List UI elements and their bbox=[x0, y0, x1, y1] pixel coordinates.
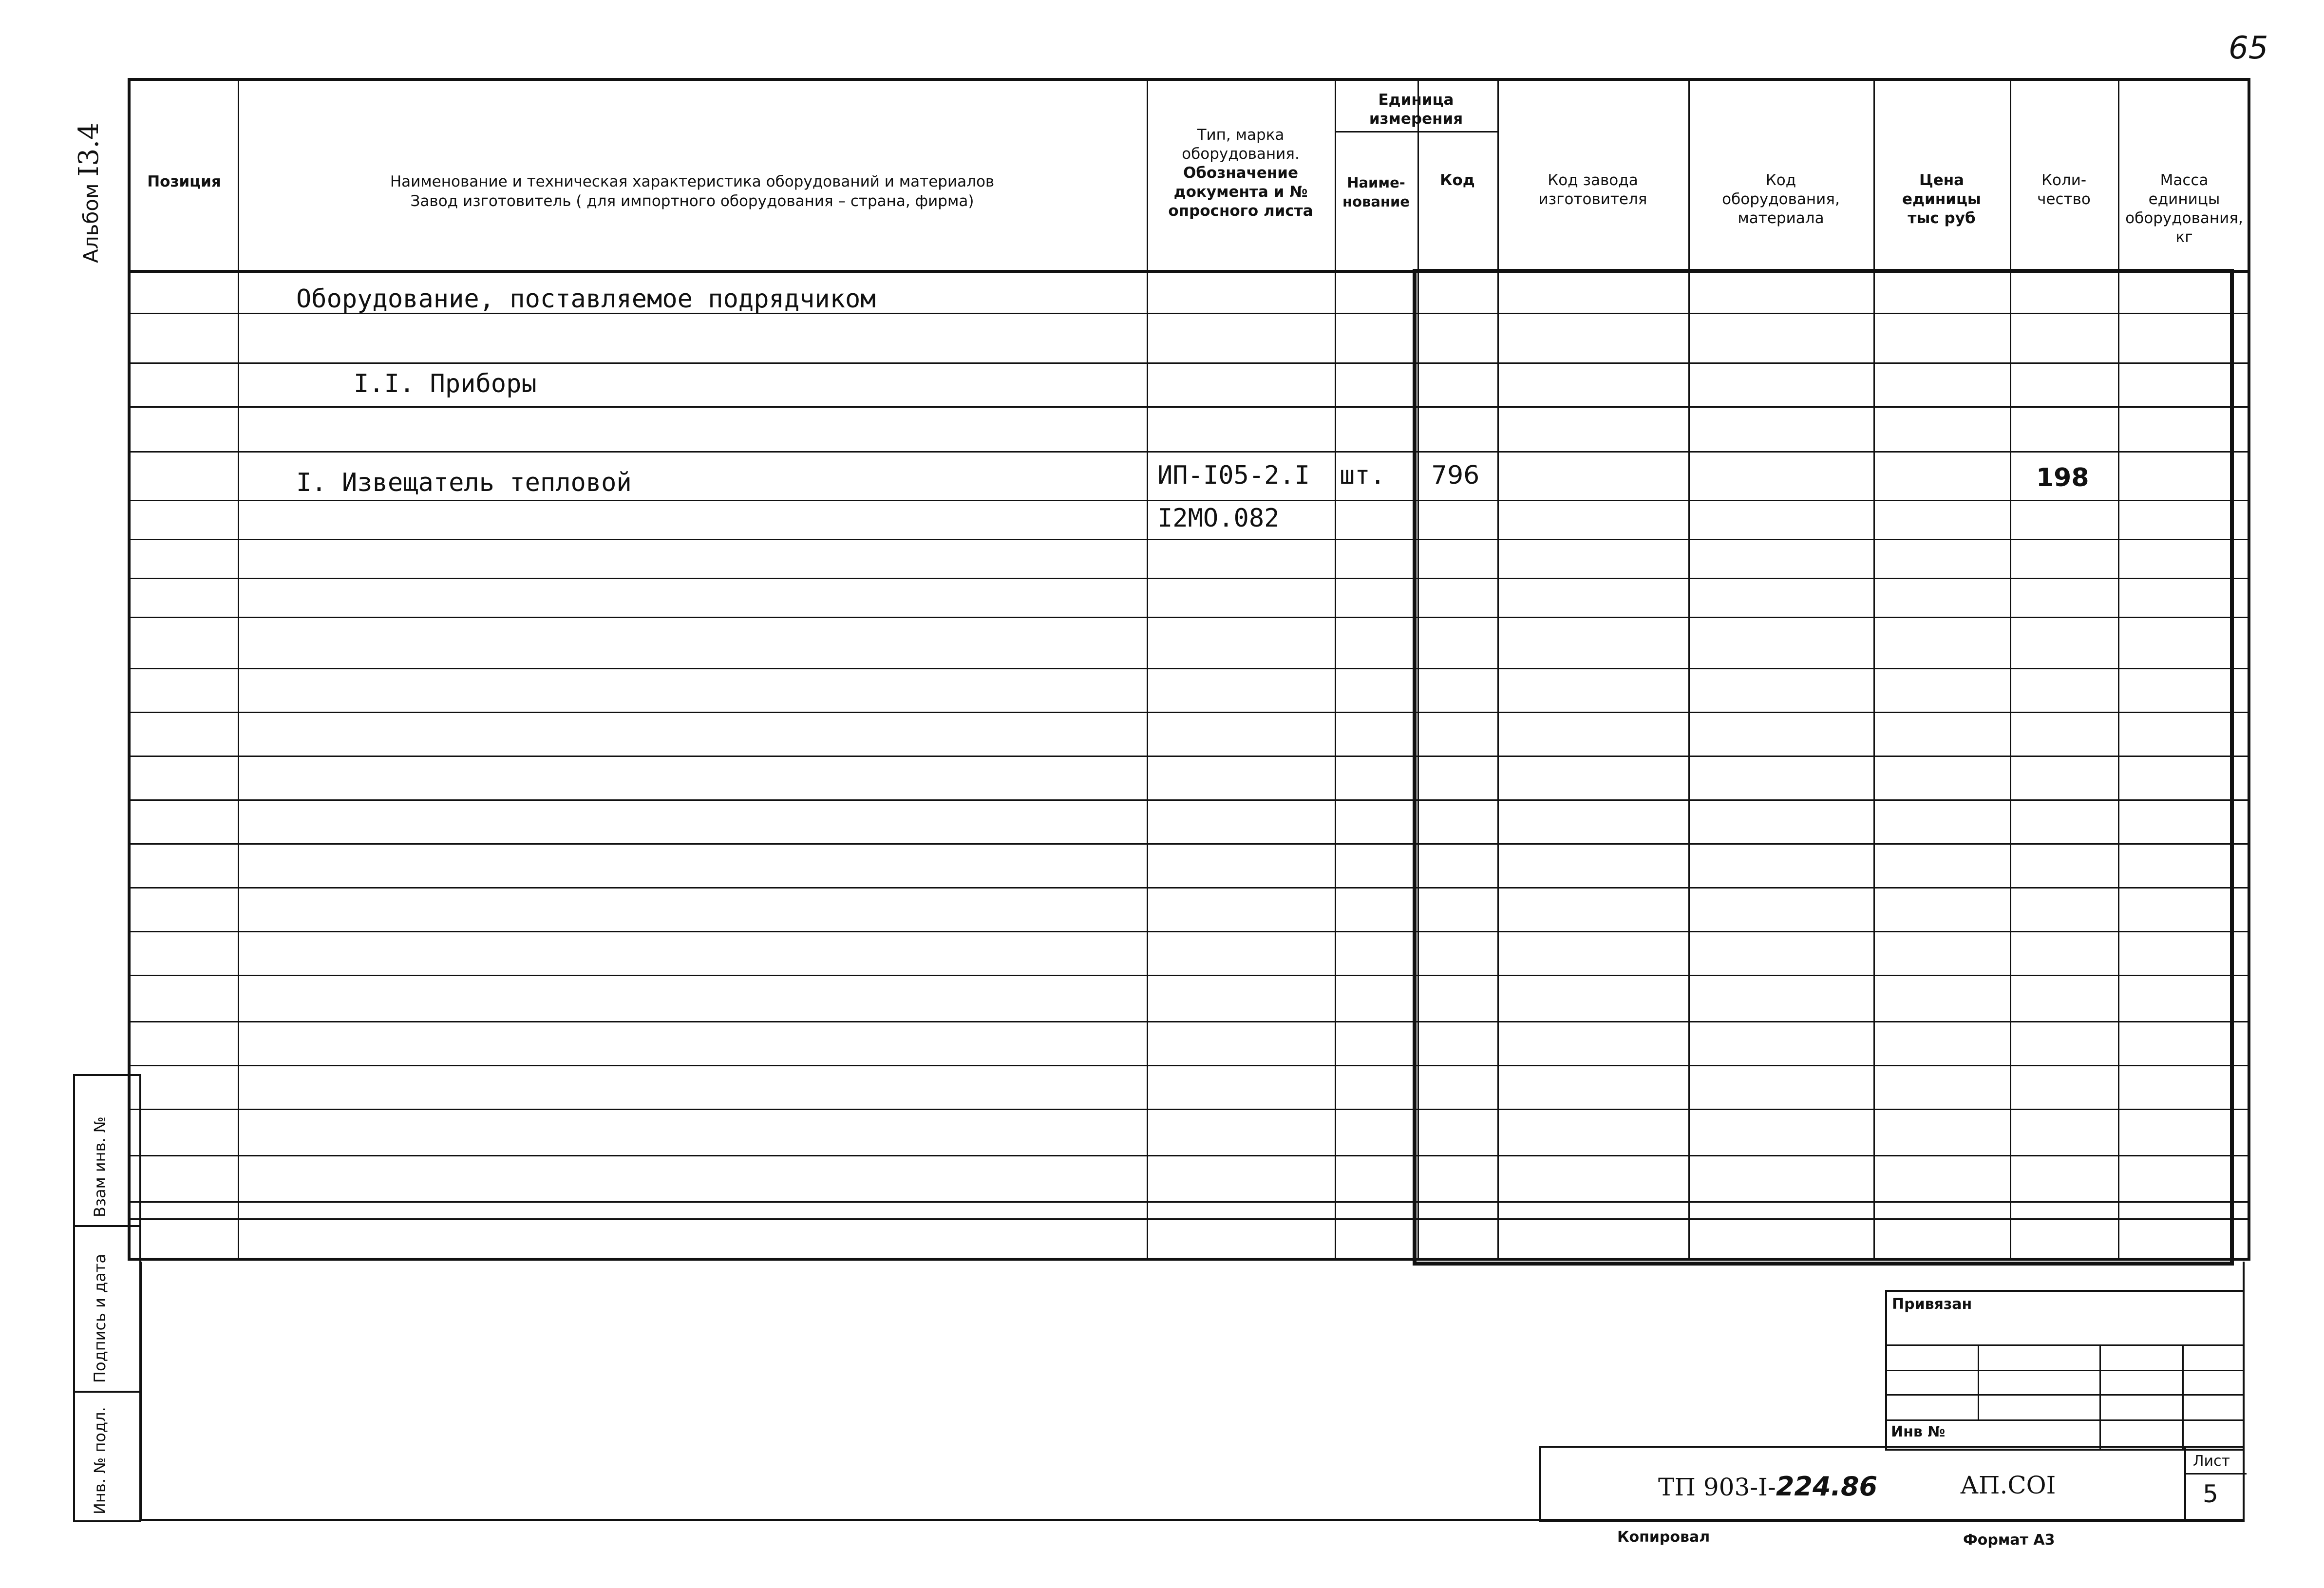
doc-code-handwritten: 224.86 bbox=[1776, 1471, 1878, 1502]
spec-table bbox=[128, 78, 2250, 1261]
sheet-cell bbox=[2184, 1448, 2247, 1520]
sheet-line bbox=[2186, 1473, 2247, 1475]
privyazan-line bbox=[1887, 1419, 2243, 1421]
item-name: I. Извещатель тепловой bbox=[296, 468, 632, 497]
item-type: ИП-I05-2.I bbox=[1157, 461, 1310, 490]
header-unit-name: Наиме- нование bbox=[1342, 174, 1410, 210]
sheet-label: Лист bbox=[2193, 1453, 2230, 1470]
side-cell-inv bbox=[75, 1393, 139, 1520]
album-text: Альбом bbox=[79, 183, 103, 263]
col-sep bbox=[1147, 81, 1148, 1258]
frame-left bbox=[140, 1262, 142, 1520]
privyazan-line bbox=[1887, 1370, 2243, 1371]
item-quantity: 198 bbox=[2036, 463, 2089, 492]
header-equipment-code: Код оборудования, материала bbox=[1722, 171, 1840, 227]
header-quantity: Коли- чество bbox=[2037, 171, 2091, 208]
page-number: 65 bbox=[2229, 30, 2268, 66]
header-unit-group: Единица измерения bbox=[1369, 91, 1463, 128]
privyazan-sep bbox=[2182, 1344, 2184, 1451]
inv-no-label: Инв № bbox=[1891, 1423, 1946, 1440]
header-name-line2: Завод изготовитель ( для импортного оборудования – страна, фирма) bbox=[410, 192, 974, 210]
side-label-vzam: Взам инв. № bbox=[91, 1116, 109, 1217]
col-sep bbox=[1335, 81, 1336, 1258]
privyazan-label: Привязан bbox=[1892, 1296, 1972, 1313]
header-type bbox=[1147, 126, 1335, 221]
album-label bbox=[73, 122, 105, 263]
header-type-line: опросного листа bbox=[1168, 202, 1313, 220]
privyazan-line bbox=[1887, 1344, 2243, 1346]
header-name-line1: Наименование и техническая характеристика оборудований и материалов bbox=[390, 173, 995, 190]
doc-mark: АП.СОI bbox=[1960, 1471, 2056, 1499]
unit-group-divider bbox=[1335, 131, 1497, 132]
doc-code-prefix: ТП 903-I- bbox=[1658, 1473, 1776, 1501]
col-sep bbox=[238, 81, 239, 1258]
item-unit: шт. bbox=[1340, 461, 1385, 490]
privyazan-sep bbox=[1978, 1344, 1979, 1419]
header-type-line: Обозначение bbox=[1183, 164, 1299, 182]
privyazan-line bbox=[1887, 1394, 2243, 1396]
header-unit-code: Код bbox=[1440, 171, 1475, 189]
side-label-inv: Инв. № подл. bbox=[91, 1407, 109, 1514]
side-label-podpis: Подпись и дата bbox=[91, 1253, 109, 1383]
header-mass: Масса единицы оборудования, кг bbox=[2125, 171, 2243, 246]
album-number: I3.4 bbox=[73, 122, 105, 177]
privyazan-block bbox=[1885, 1290, 2245, 1451]
side-cell-podpis bbox=[75, 1227, 139, 1393]
item-doc: I2МО.082 bbox=[1157, 504, 1280, 533]
side-cell-vzam bbox=[75, 1076, 139, 1227]
section-title: Оборудование, поставляемое подрядчиком bbox=[296, 284, 876, 314]
thick-frame bbox=[1413, 269, 2234, 1266]
header-type-line: документа и № bbox=[1173, 183, 1308, 201]
copied-label: Копировал bbox=[1617, 1529, 1710, 1546]
header-position: Позиция bbox=[147, 173, 221, 190]
item-code: 796 bbox=[1431, 461, 1480, 490]
header-price: Цена единицы тыс руб bbox=[1902, 171, 1981, 227]
header-type-line: оборудования. bbox=[1182, 145, 1300, 163]
subsection-title: I.I. Приборы bbox=[354, 369, 537, 398]
header-factory-code: Код завода изготовителя bbox=[1538, 171, 1647, 208]
doc-code-block bbox=[1539, 1446, 2245, 1522]
doc-code bbox=[1658, 1471, 1877, 1502]
format-label: Формат А3 bbox=[1963, 1531, 2055, 1549]
side-stamp bbox=[73, 1074, 141, 1522]
privyazan-sep bbox=[2099, 1344, 2101, 1451]
sheet-number: 5 bbox=[2203, 1480, 2218, 1508]
header-type-line: Тип, марка bbox=[1197, 126, 1285, 144]
